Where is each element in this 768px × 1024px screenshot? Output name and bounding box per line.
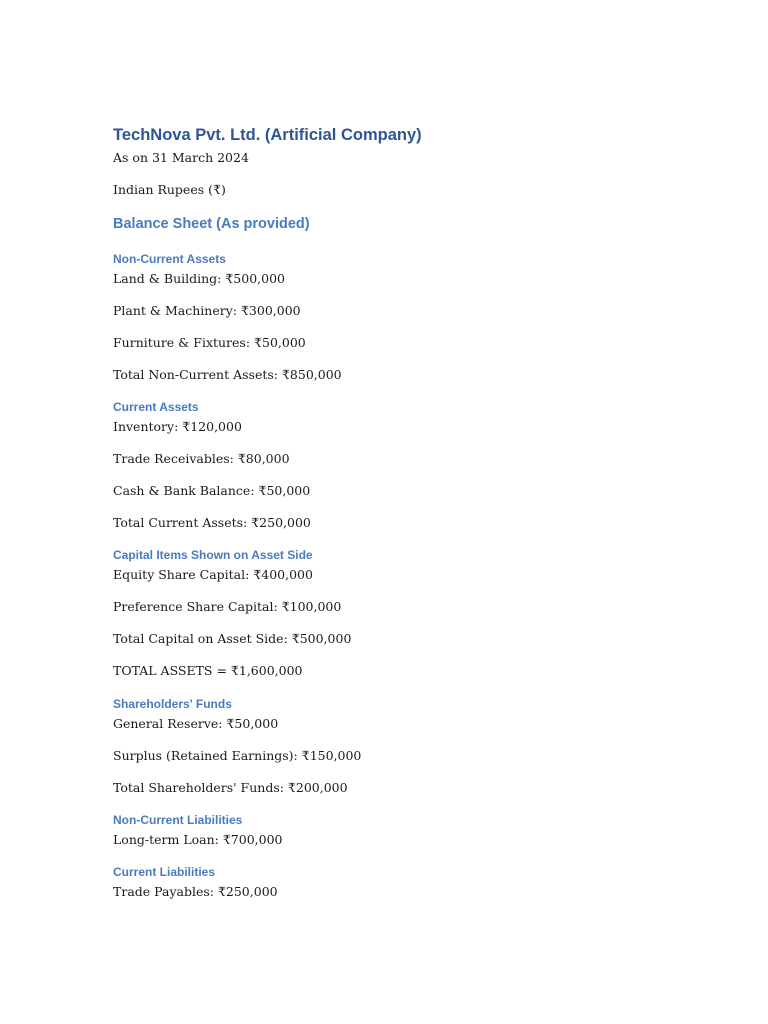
document-title: TechNova Pvt. Ltd. (Artificial Company) bbox=[113, 126, 422, 144]
general-reserve-line: General Reserve: ₹50,000 bbox=[113, 716, 279, 731]
total-current-assets-line: Total Current Assets: ₹250,000 bbox=[113, 515, 311, 530]
equity-share-capital-line: Equity Share Capital: ₹400,000 bbox=[113, 567, 313, 582]
current-liabilities-heading: Current Liabilities bbox=[113, 865, 216, 879]
inventory-line: Inventory: ₹120,000 bbox=[113, 419, 242, 434]
plant-machinery-line: Plant & Machinery: ₹300,000 bbox=[113, 303, 301, 318]
total-capital-asset-side-line: Total Capital on Asset Side: ₹500,000 bbox=[113, 631, 352, 646]
shareholders-funds-heading: Shareholders' Funds bbox=[113, 697, 232, 711]
cash-bank-line: Cash & Bank Balance: ₹50,000 bbox=[113, 483, 311, 498]
long-term-loan-line: Long-term Loan: ₹700,000 bbox=[113, 832, 283, 847]
total-shareholders-funds-line: Total Shareholders' Funds: ₹200,000 bbox=[113, 780, 348, 795]
surplus-line: Surplus (Retained Earnings): ₹150,000 bbox=[113, 748, 362, 763]
non-current-assets-heading: Non-Current Assets bbox=[113, 252, 226, 266]
balance-sheet-heading: Balance Sheet (As provided) bbox=[113, 216, 310, 232]
currency-line: Indian Rupees (₹) bbox=[113, 182, 226, 197]
preference-share-capital-line: Preference Share Capital: ₹100,000 bbox=[113, 599, 342, 614]
total-assets-line: TOTAL ASSETS = ₹1,600,000 bbox=[113, 663, 303, 678]
trade-receivables-line: Trade Receivables: ₹80,000 bbox=[113, 451, 290, 466]
current-assets-heading: Current Assets bbox=[113, 400, 199, 414]
total-non-current-assets-line: Total Non-Current Assets: ₹850,000 bbox=[113, 367, 342, 382]
non-current-liabilities-heading: Non-Current Liabilities bbox=[113, 813, 243, 827]
capital-items-heading: Capital Items Shown on Asset Side bbox=[113, 548, 313, 562]
land-building-line: Land & Building: ₹500,000 bbox=[113, 271, 285, 286]
date-line: As on 31 March 2024 bbox=[113, 150, 249, 165]
furniture-fixtures-line: Furniture & Fixtures: ₹50,000 bbox=[113, 335, 306, 350]
trade-payables-line: Trade Payables: ₹250,000 bbox=[113, 884, 278, 899]
